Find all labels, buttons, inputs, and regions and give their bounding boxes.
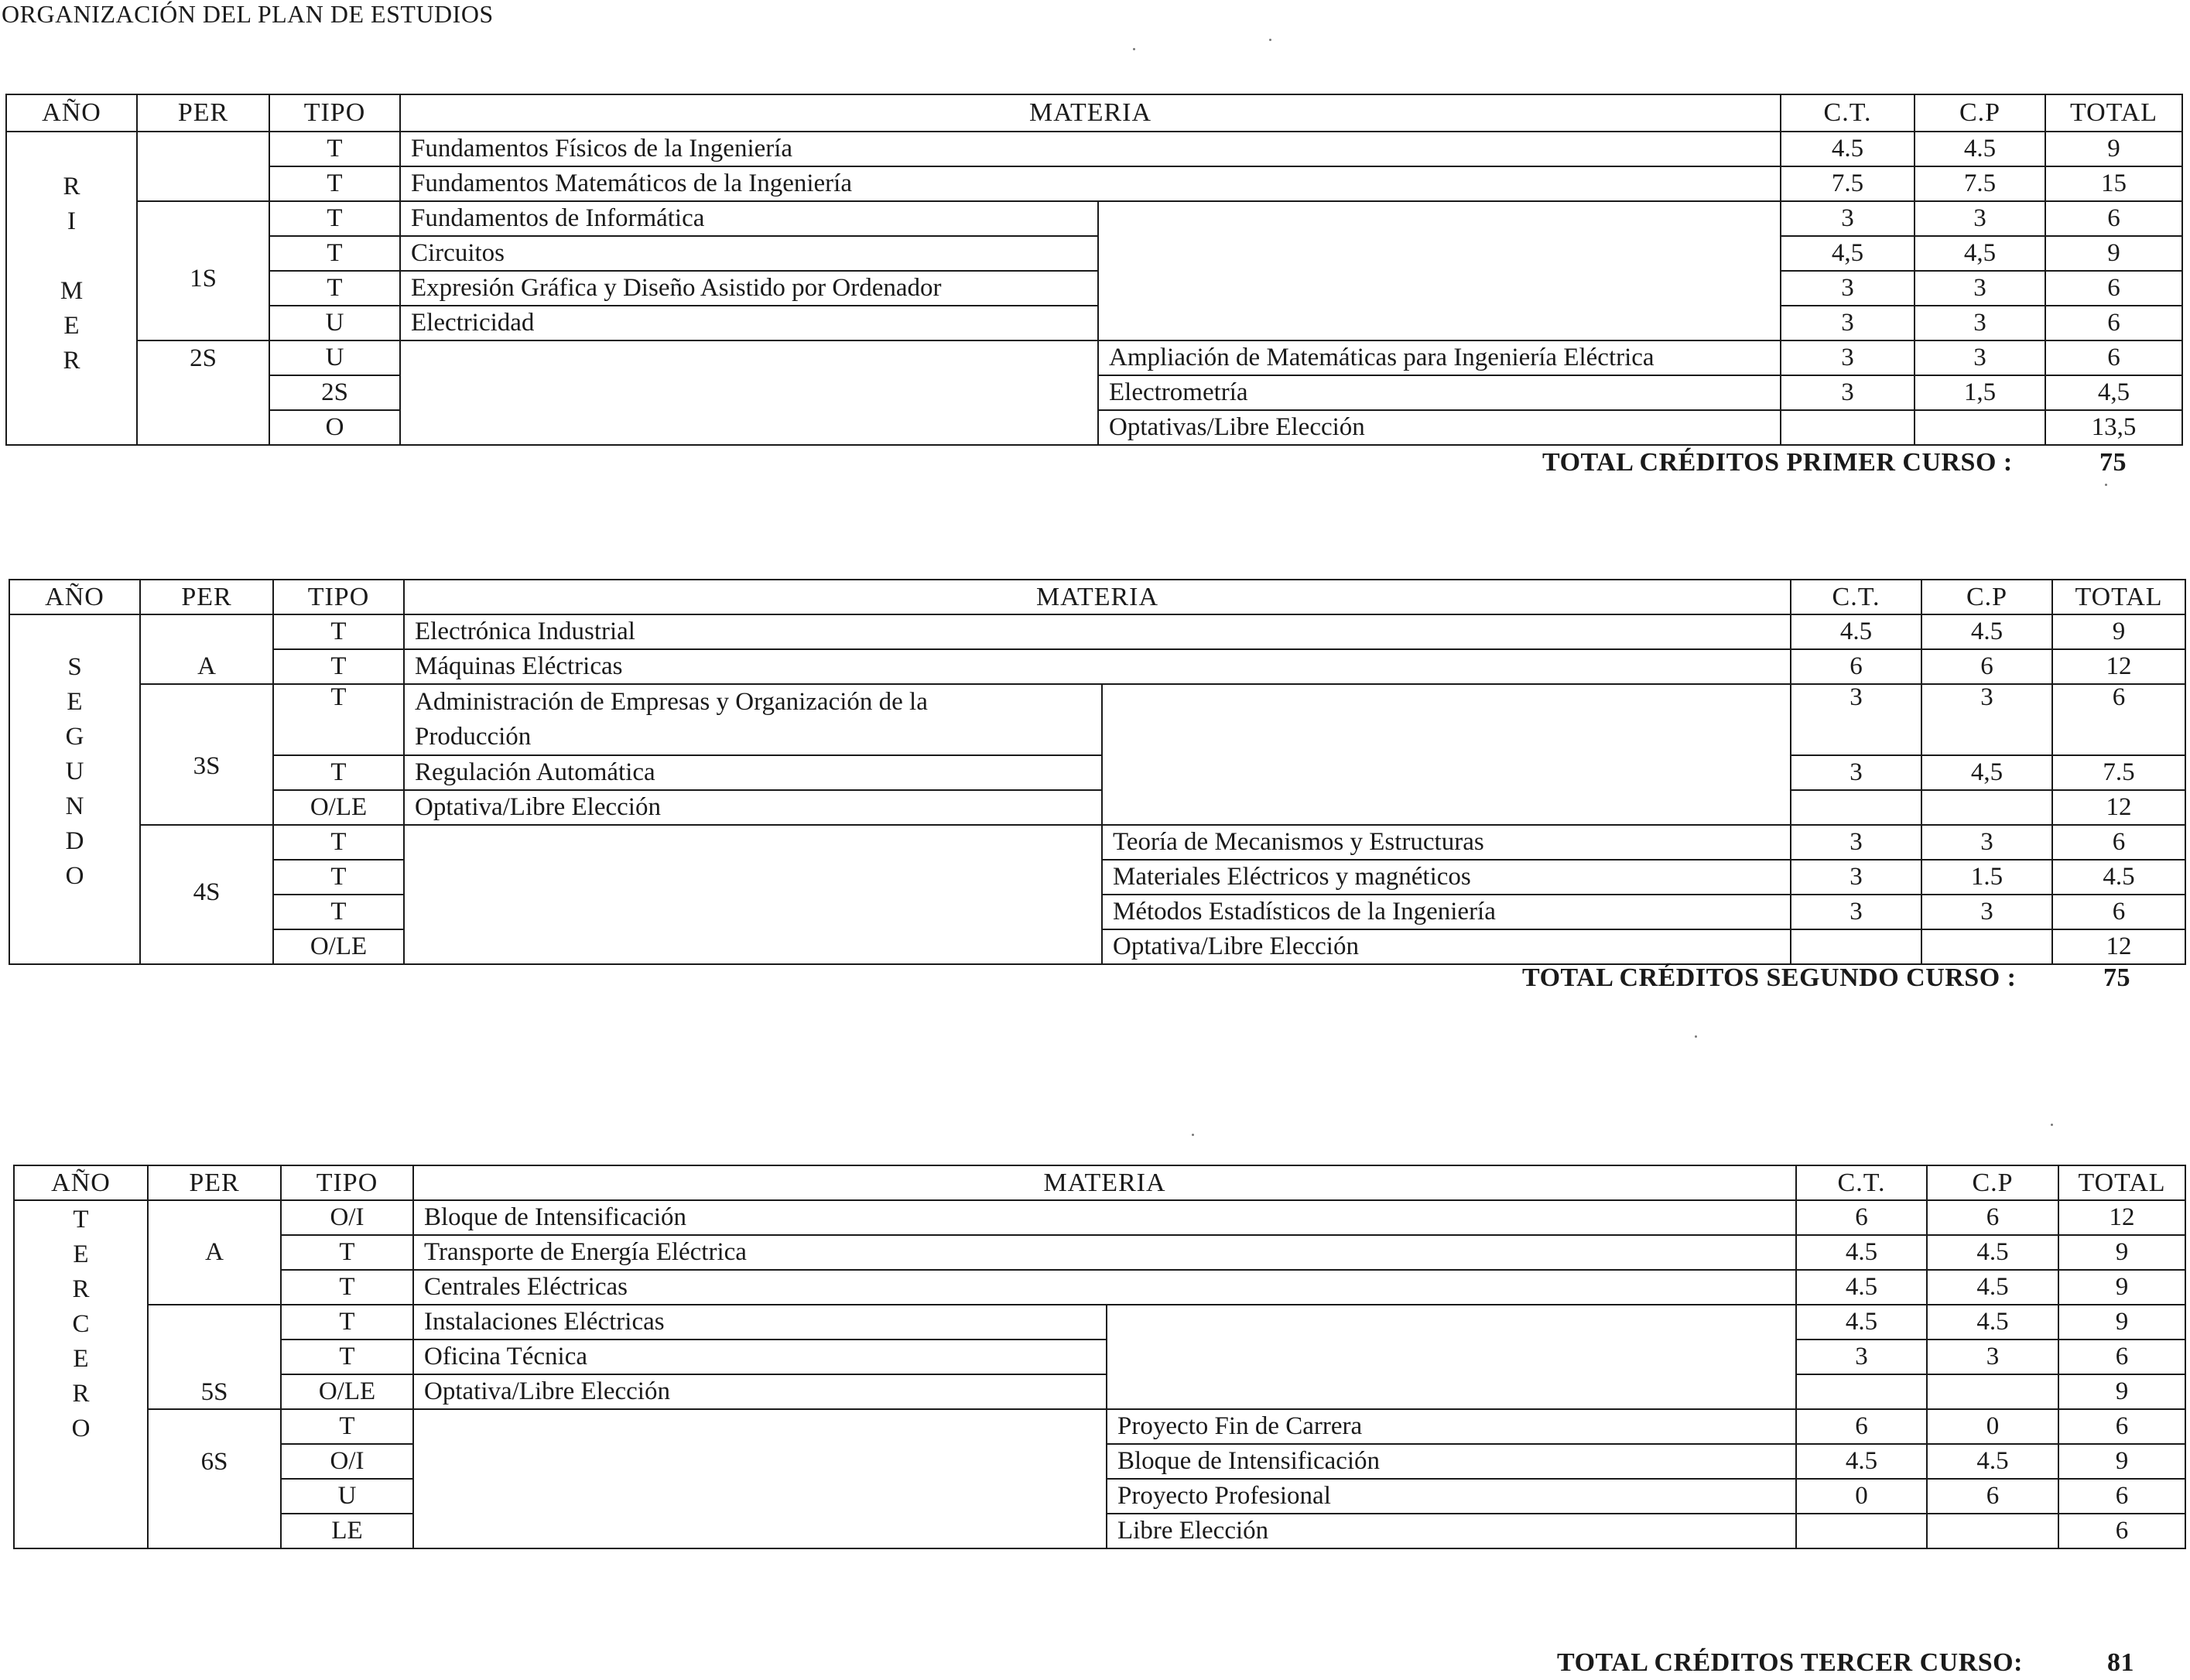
year-cell-segundo: S E G U N D O — [9, 614, 140, 964]
materia-cell: Teoría de Mecanismos y Estructuras — [1102, 825, 1791, 860]
year-cell-tercero: T E R C E R O — [14, 1200, 148, 1548]
ct-cell: 0 — [1796, 1479, 1927, 1514]
ct-cell: 7.5 — [1781, 166, 1915, 201]
header-ano: AÑO — [6, 94, 137, 132]
materia-cell: Optativa/Libre Elección — [404, 790, 1102, 825]
segundo-curso-total-value: 75 — [2103, 963, 2130, 992]
total-cell: 9 — [2058, 1305, 2185, 1340]
scan-speck — [2051, 1124, 2053, 1126]
tipo-cell: T — [273, 755, 404, 790]
cp-cell: 1.5 — [1921, 860, 2052, 895]
total-cell: 9 — [2058, 1444, 2185, 1479]
materia-cell: Máquinas Eléctricas — [404, 649, 1791, 684]
materia-blank-left — [413, 1409, 1107, 1548]
materia-cell: Ampliación de Matemáticas para Ingeniería Eléctrica — [1098, 340, 1781, 375]
header-materia: MATERIA — [413, 1165, 1796, 1200]
total-cell: 6 — [2052, 684, 2185, 755]
primer-curso-total-value: 75 — [2099, 448, 2127, 477]
header-ct: C.T. — [1796, 1165, 1927, 1200]
materia-blank-left — [400, 340, 1098, 445]
header-per: PER — [140, 580, 273, 614]
cp-cell — [1921, 929, 2052, 964]
header-total: TOTAL — [2058, 1165, 2185, 1200]
total-label: TOTAL CRÉDITOS TERCER CURSO: — [1557, 1648, 2023, 1677]
cp-cell: 3 — [1915, 306, 2045, 340]
ct-cell: 4,5 — [1781, 236, 1915, 271]
per-cell-4s: 4S — [140, 825, 273, 964]
per-cell-a: A — [148, 1200, 281, 1305]
header-total: TOTAL — [2052, 580, 2185, 614]
ct-cell: 3 — [1791, 684, 1921, 755]
year-cell-primero: R I M E R — [6, 132, 137, 445]
table-row — [9, 649, 2185, 684]
tipo-cell: T — [269, 236, 400, 271]
tipo-cell: T — [269, 166, 400, 201]
materia-cell: Fundamentos Físicos de la Ingeniería — [400, 132, 1781, 166]
table-row — [14, 1270, 2185, 1305]
total-label: TOTAL CRÉDITOS SEGUNDO CURSO : — [1522, 963, 2017, 992]
cp-cell: 4.5 — [1927, 1235, 2058, 1270]
scan-speck — [1133, 48, 1135, 50]
cp-cell: 3 — [1915, 340, 2045, 375]
total-cell: 9 — [2045, 132, 2182, 166]
cp-cell: 3 — [1927, 1340, 2058, 1374]
ct-cell: 4.5 — [1791, 614, 1921, 649]
header-tipo: TIPO — [281, 1165, 413, 1200]
materia-cell: Materiales Eléctricos y magnéticos — [1102, 860, 1791, 895]
table-row — [9, 684, 2185, 755]
total-cell: 12 — [2052, 929, 2185, 964]
tipo-cell: T — [281, 1340, 413, 1374]
total-cell: 6 — [2045, 271, 2182, 306]
materia-cell: Instalaciones Eléctricas — [413, 1305, 1107, 1340]
tipo-cell: T — [273, 825, 404, 860]
header-per: PER — [137, 94, 269, 132]
total-cell: 13,5 — [2045, 410, 2182, 445]
ct-cell: 6 — [1796, 1409, 1927, 1444]
header-ct: C.T. — [1781, 94, 1915, 132]
cp-cell: 3 — [1915, 201, 2045, 236]
tipo-cell: T — [281, 1409, 413, 1444]
materia-blank-right — [1098, 201, 1781, 340]
tipo-cell: O/LE — [273, 790, 404, 825]
per-cell-3s: 3S — [140, 684, 273, 825]
materia-cell: Bloque de Intensificación — [413, 1200, 1796, 1235]
header-ano: AÑO — [9, 580, 140, 614]
per-cell-6s: 6S — [148, 1409, 281, 1548]
total-cell: 12 — [2052, 790, 2185, 825]
table-header-row — [14, 1165, 2185, 1200]
tipo-cell: 2S — [269, 375, 400, 410]
header-tipo: TIPO — [273, 580, 404, 614]
tipo-cell: T — [269, 132, 400, 166]
tipo-cell: O/LE — [273, 929, 404, 964]
total-cell: 6 — [2058, 1514, 2185, 1548]
tipo-cell: T — [273, 649, 404, 684]
tipo-cell: T — [273, 684, 404, 755]
table-row — [9, 614, 2185, 649]
cp-cell: 7.5 — [1915, 166, 2045, 201]
cp-cell: 6 — [1927, 1200, 2058, 1235]
table-row — [6, 201, 2182, 236]
ct-cell: 3 — [1791, 860, 1921, 895]
total-cell: 6 — [2058, 1340, 2185, 1374]
materia-cell: Electrónica Industrial — [404, 614, 1791, 649]
total-cell: 4,5 — [2045, 375, 2182, 410]
cp-cell: 4,5 — [1921, 755, 2052, 790]
tipo-cell: T — [269, 271, 400, 306]
materia-cell: Fundamentos Matemáticos de la Ingeniería — [400, 166, 1781, 201]
ct-cell: 3 — [1781, 271, 1915, 306]
table-row — [6, 236, 2182, 271]
cp-cell: 3 — [1921, 895, 2052, 929]
tercer-curso-total — [1557, 1648, 2023, 1678]
materia-cell: Optativas/Libre Elección — [1098, 410, 1781, 445]
ct-cell: 3 — [1781, 201, 1915, 236]
ct-cell — [1796, 1374, 1927, 1409]
cp-cell: 4.5 — [1915, 132, 2045, 166]
scan-speck — [1269, 39, 1271, 41]
header-cp: C.P — [1921, 580, 2052, 614]
header-ct: C.T. — [1791, 580, 1921, 614]
scan-speck — [2105, 484, 2107, 486]
materia-cell: Optativa/Libre Elección — [413, 1374, 1107, 1409]
ct-cell: 3 — [1791, 825, 1921, 860]
table-row — [6, 132, 2182, 166]
total-cell: 4.5 — [2052, 860, 2185, 895]
header-total: TOTAL — [2045, 94, 2182, 132]
header-cp: C.P — [1915, 94, 2045, 132]
tercer-curso-total-value: 81 — [2107, 1648, 2134, 1677]
cp-cell: 4.5 — [1927, 1305, 2058, 1340]
ct-cell: 4.5 — [1796, 1235, 1927, 1270]
materia-cell: Regulación Automática — [404, 755, 1102, 790]
header-ano: AÑO — [14, 1165, 148, 1200]
tipo-cell: O/LE — [281, 1374, 413, 1409]
table-header-row — [6, 94, 2182, 132]
total-cell: 15 — [2045, 166, 2182, 201]
ct-cell: 3 — [1791, 755, 1921, 790]
total-cell: 9 — [2045, 236, 2182, 271]
table-row — [14, 1235, 2185, 1270]
materia-blank-right — [1107, 1305, 1796, 1409]
total-cell: 6 — [2045, 201, 2182, 236]
total-cell: 6 — [2052, 895, 2185, 929]
total-cell: 9 — [2058, 1270, 2185, 1305]
ct-cell: 4.5 — [1796, 1444, 1927, 1479]
ct-cell: 6 — [1796, 1200, 1927, 1235]
materia-cell: Métodos Estadísticos de la Ingeniería — [1102, 895, 1791, 929]
tipo-cell: T — [273, 614, 404, 649]
total-cell: 9 — [2058, 1374, 2185, 1409]
total-cell: 7.5 — [2052, 755, 2185, 790]
cp-cell — [1927, 1374, 2058, 1409]
cp-cell: 6 — [1921, 649, 2052, 684]
table-row — [14, 1340, 2185, 1374]
tipo-cell: O — [269, 410, 400, 445]
materia-cell: Electrometría — [1098, 375, 1781, 410]
total-cell: 6 — [2045, 306, 2182, 340]
materia-blank-right — [1102, 684, 1791, 825]
table-row — [14, 1409, 2185, 1444]
ct-cell — [1791, 929, 1921, 964]
materia-cell: Oficina Técnica — [413, 1340, 1107, 1374]
ct-cell: 4.5 — [1796, 1305, 1927, 1340]
ct-cell: 3 — [1791, 895, 1921, 929]
total-label: TOTAL CRÉDITOS PRIMER CURSO : — [1542, 448, 2013, 477]
table-row — [14, 1305, 2185, 1340]
segundo-curso-table — [9, 579, 2186, 965]
primer-curso-table — [5, 94, 2183, 446]
ct-cell — [1781, 410, 1915, 445]
tipo-cell: T — [281, 1305, 413, 1340]
materia-cell-multiline: Administración de Empresas y Organización de la Producción — [404, 684, 1102, 755]
materia-cell: Expresión Gráfica y Diseño Asistido por Ordenador — [400, 271, 1098, 306]
tipo-cell: U — [269, 306, 400, 340]
cp-cell: 4.5 — [1921, 614, 2052, 649]
cp-cell: 4.5 — [1927, 1444, 2058, 1479]
tipo-cell: T — [273, 895, 404, 929]
materia-cell: Circuitos — [400, 236, 1098, 271]
cp-cell: 4,5 — [1915, 236, 2045, 271]
ct-cell: 3 — [1796, 1340, 1927, 1374]
ct-cell: 3 — [1781, 340, 1915, 375]
tipo-cell: T — [281, 1235, 413, 1270]
primer-curso-total — [1542, 448, 2013, 477]
total-cell: 9 — [2052, 614, 2185, 649]
per-cell-1s: 1S — [137, 201, 269, 340]
ct-cell — [1796, 1514, 1927, 1548]
materia-cell: Proyecto Profesional — [1107, 1479, 1796, 1514]
total-cell: 6 — [2058, 1409, 2185, 1444]
tipo-cell: T — [281, 1270, 413, 1305]
cp-cell: 6 — [1927, 1479, 2058, 1514]
document-title: ORGANIZACIÓN DEL PLAN DE ESTUDIOS — [2, 0, 494, 28]
header-tipo: TIPO — [269, 94, 400, 132]
materia-cell: Bloque de Intensificación — [1107, 1444, 1796, 1479]
cp-cell: 3 — [1921, 684, 2052, 755]
materia-cell: Electricidad — [400, 306, 1098, 340]
ct-cell — [1791, 790, 1921, 825]
per-cell-empty — [137, 132, 269, 201]
table-row — [14, 1374, 2185, 1409]
header-materia: MATERIA — [400, 94, 1781, 132]
materia-cell: Libre Elección — [1107, 1514, 1796, 1548]
ct-cell: 3 — [1781, 306, 1915, 340]
header-materia: MATERIA — [404, 580, 1791, 614]
ct-cell: 4.5 — [1781, 132, 1915, 166]
per-cell-2s: 2S — [137, 340, 269, 445]
cp-cell — [1921, 790, 2052, 825]
tipo-cell: T — [269, 201, 400, 236]
table-header-row — [9, 580, 2185, 614]
tipo-cell: T — [273, 860, 404, 895]
tercer-curso-table — [13, 1165, 2186, 1549]
table-row — [14, 1200, 2185, 1235]
total-cell: 6 — [2045, 340, 2182, 375]
total-cell: 12 — [2058, 1200, 2185, 1235]
total-cell: 6 — [2058, 1479, 2185, 1514]
ct-cell: 6 — [1791, 649, 1921, 684]
table-row — [9, 825, 2185, 860]
cp-cell: 3 — [1915, 271, 2045, 306]
tipo-cell: O/I — [281, 1444, 413, 1479]
cp-cell — [1927, 1514, 2058, 1548]
table-row — [6, 166, 2182, 201]
ct-cell: 3 — [1781, 375, 1915, 410]
total-cell: 12 — [2052, 649, 2185, 684]
scan-speck — [1695, 1035, 1697, 1038]
cp-cell: 3 — [1921, 825, 2052, 860]
materia-cell: Centrales Eléctricas — [413, 1270, 1796, 1305]
header-cp: C.P — [1927, 1165, 2058, 1200]
per-cell-5s: 5S — [148, 1305, 281, 1409]
table-row — [9, 755, 2185, 790]
ct-cell: 4.5 — [1796, 1270, 1927, 1305]
cp-cell: 0 — [1927, 1409, 2058, 1444]
materia-blank-left — [404, 825, 1102, 964]
total-cell: 9 — [2058, 1235, 2185, 1270]
header-per: PER — [148, 1165, 281, 1200]
tipo-cell: U — [269, 340, 400, 375]
tipo-cell: U — [281, 1479, 413, 1514]
cp-cell: 1,5 — [1915, 375, 2045, 410]
scan-speck — [1192, 1134, 1194, 1136]
materia-cell: Fundamentos de Informática — [400, 201, 1098, 236]
table-row — [6, 271, 2182, 306]
tipo-cell: LE — [281, 1514, 413, 1548]
cp-cell: 4.5 — [1927, 1270, 2058, 1305]
materia-cell: Optativa/Libre Elección — [1102, 929, 1791, 964]
per-cell-a: A — [140, 614, 273, 684]
total-cell: 6 — [2052, 825, 2185, 860]
table-row — [9, 790, 2185, 825]
segundo-curso-total — [1522, 963, 2017, 993]
materia-cell: Proyecto Fin de Carrera — [1107, 1409, 1796, 1444]
tipo-cell: O/I — [281, 1200, 413, 1235]
materia-cell: Transporte de Energía Eléctrica — [413, 1235, 1796, 1270]
table-row — [6, 340, 2182, 375]
cp-cell — [1915, 410, 2045, 445]
table-row — [6, 306, 2182, 340]
